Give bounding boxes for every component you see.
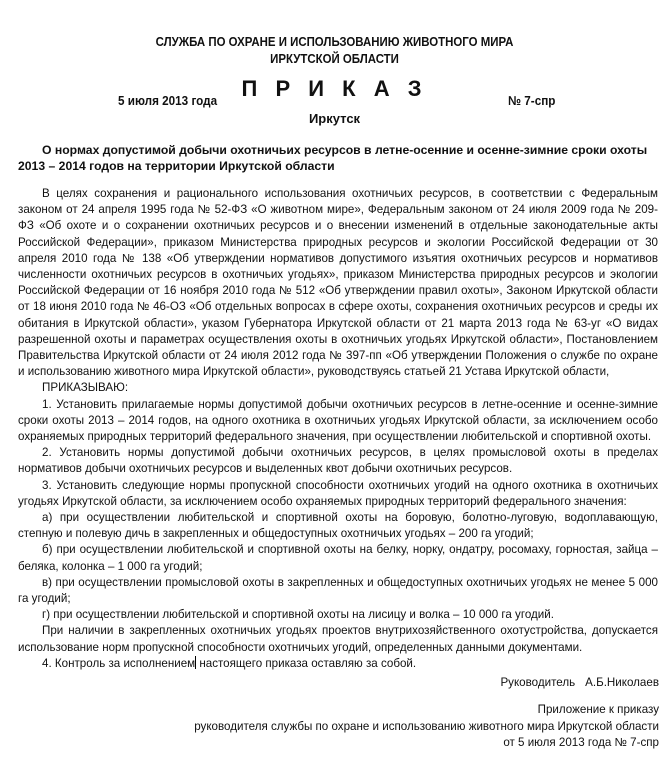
item-3d: г) при осуществлении любительской и спортивной охоты на лисицу и волка – 10 000 га угодий. [42,608,554,622]
organization-name-line1: СЛУЖБА ПО ОХРАНЕ И ИСПОЛЬЗОВАНИЮ ЖИВОТНОГО МИРА [155,34,514,49]
order-subject-text: О нормах допустимой добычи охотничьих ресурсов в летне-осенние и осенне-зимние сроки охоты 2013 – 2014 годов на территории Иркутской области [18,143,648,173]
item-4-text-after: настоящего приказа оставляю за собой. [196,656,417,670]
item-3a: а) при осуществлении любительской и спортивной охоты на боровую, болотно-луговую, водоплавающую, степную и полевую дичь в закрепленных и общедоступных охотничьих угодьях – 200 га угодий; [18,511,658,541]
appendix-line3: от 5 июля 2013 года № 7-спр [503,736,659,749]
item-3: 3. Установить следующие нормы пропускной способности охотничьих угодий на одного охотника в охотничьих угодьях Иркутской области, за исключением особо охраняемых природных территорий федерального значения: [18,478,658,508]
signature-name: А.Б.Николаев [585,676,659,689]
order-subject [18,142,658,174]
appendix-line2: руководителя службы по охране и использованию животного мира Иркутской области [194,719,659,733]
item-3c: в) при осуществлении промысловой охоты в закрепленных и общедоступных охотничьих угодьях не менее 5 000 га угодий; [18,575,658,606]
signature-block [500,676,659,689]
order-word: ПРИКАЗЫВАЮ: [42,381,129,395]
appendix-line1: Приложение к приказу [537,703,659,716]
organization-name-line2: ИРКУТСКОЙ ОБЛАСТИ [270,51,399,66]
order-date: 5 июля 2013 года [118,93,218,108]
item-1: 1. Установить прилагаемые нормы допустимой добычи охотничьих ресурсов в летне-осенние и осенне-зимние сроки охоты 2013 – 2014 годов, на одного охотника в охотничьих угодьях Иркутской области, за исключением особо охраняемых природных территорий федерального значения, при осуществлении любительской и спортивной охоты. [18,397,658,444]
order-city: Иркутск [308,111,361,126]
preamble-paragraph: В целях сохранения и рационального использования охотничьих ресурсов, в соответствии с Федеральным законом от 24 апреля 1995 года № 52-ФЗ «О животном мире», Федеральным законом от 24 июля 2009 года № 209-ФЗ «Об охоте и о сохранении охотничьих ресурсов и о внесении изменений в отдельные законодательные акты Российской Федерации», приказом Министерства природных ресурсов и экологии Российской Федерации от 30 апреля 2010 года № 138 «Об утверждении нормативов допустимого изъятия охотничьих ресурсов и нормативов численности охотничьих ресурсов в охотничьих угодьях», приказом Министерства природных ресурсов и экологии Российской Федерации от 16 ноября 2010 года № 512 «Об утверждении правил охоты», Законом Иркутской области от 18 июня 2010 года № 46-ОЗ «Об отдельных вопросах в сфере охоты, сохранения охотничьих ресурсов и среды их обитания в Иркутской области», указом Губернатора Иркутской области от 21 марта 2013 года № 63-уг «О видах разрешенной охоты и параметрах осуществления охоты в охотничьих угодьях Иркутской области», Постановлением Правительства Иркутской области от 24 июля 2012 года № 397-пп «Об утверждении Положения о службе по охране и использованию животного мира Иркутской области», руководствуясь статьей 21 Устава Иркутской области, [18,187,658,379]
item-2: 2. Установить нормы допустимой добычи охотничьих ресурсов, в целях промысловой охоты в пределах нормативов добычи охотничьих ресурсов и выделенных квот добычи охотничьих ресурсов. [18,446,658,476]
item-3b: б) при осуществлении любительской и спортивной охоты на белку, норку, ондатру, росомаху, горностая, зайца – беляка, колонка – 1 000 га угодий; [18,543,658,573]
document-type-title: П Р И К А З [241,76,428,101]
signature-role: Руководитель [500,676,576,689]
order-body[interactable] [18,186,658,672]
item-4-text-before: 4. Контроль за исполнением [42,656,196,670]
item-4 [18,656,658,672]
appendix-block [194,702,659,752]
note-paragraph: При наличии в закрепленных охотничьих угодьях проектов внутрихозяйственного охотустройства, допускается использование норм пропускной способности охотничьих угодий, определенных данными документами. [18,624,658,654]
order-number: № 7-спр [508,93,556,108]
